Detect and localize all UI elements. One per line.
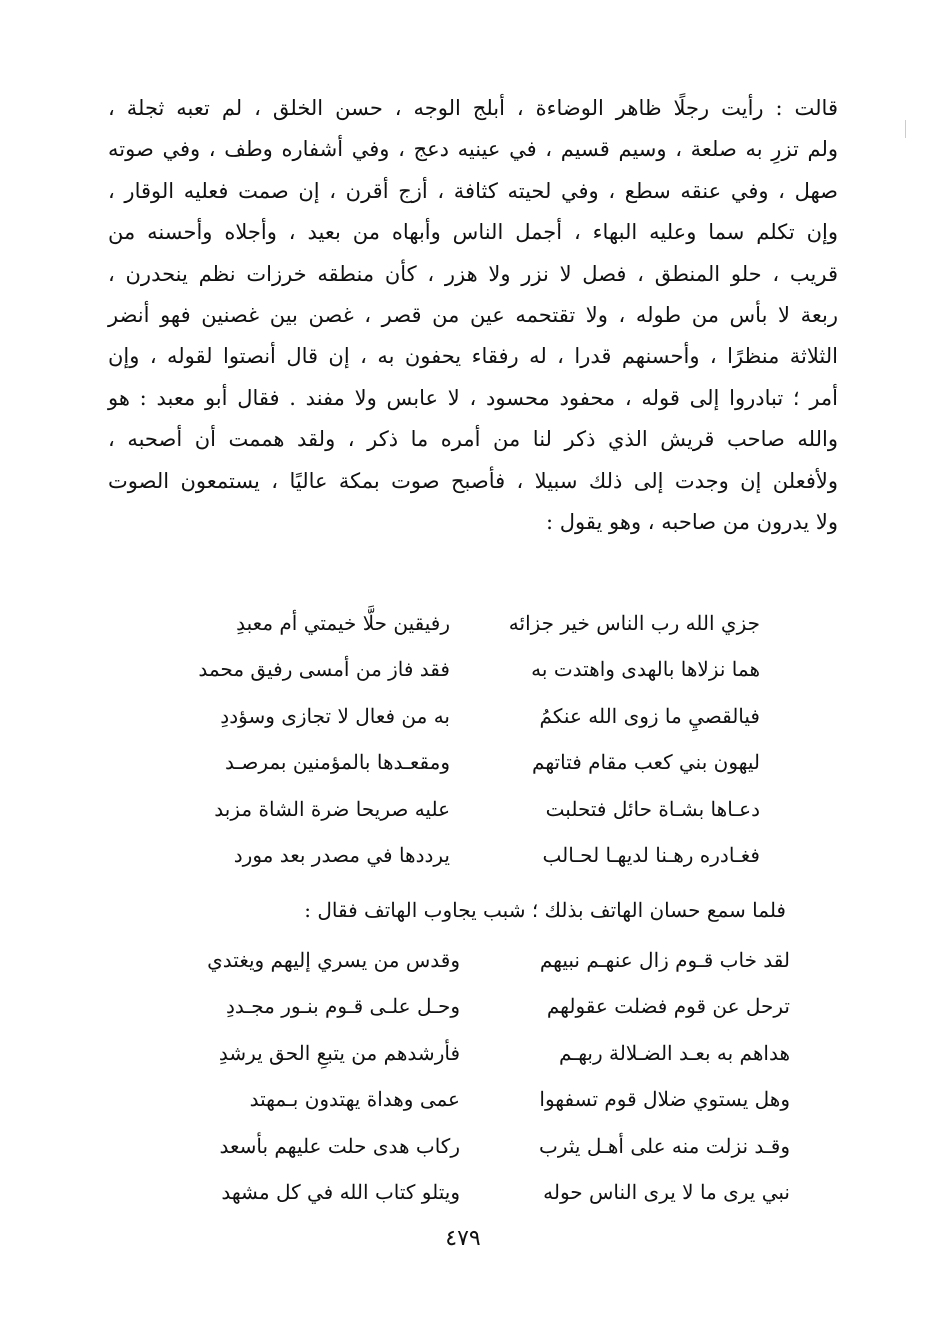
poem-intro: فلما سمع حسان الهاتف بذلك ؛ شبب يجاوب الهاتف فقال : [304, 898, 786, 922]
page-number: ٤٧٩ [445, 1226, 481, 1251]
verse [180, 600, 760, 646]
prose-paragraph [108, 88, 838, 543]
verse [180, 786, 760, 832]
verse-first-hemistich: لقد خاب قـوم زال عنهـم نبيهم [539, 948, 790, 972]
verse-first-hemistich: وهل يستوي ضلال قوم تسفهوا [539, 1087, 790, 1112]
prose-line: قريب ، حلو المنطق ، فصل لا نزر ولا هزر ، كأن منطقه خرزات نظم ينحدرن ، [108, 261, 838, 286]
prose-line: والله صاحب قريش الذي ذكر لنا من أمره ما ذكر ، ولقد هممت أن أصحبه ، [108, 427, 838, 452]
verse [180, 739, 760, 785]
verse-second-hemistich: عليه صريحا ضرة الشاة مزبد [214, 796, 450, 821]
poem-first [180, 600, 760, 878]
verse-second-hemistich: فأرشدهم من يتبعِ الحق يرشدِ [218, 1040, 460, 1065]
prose-line: أمر ؛ تبادروا إلى قوله ، محفود محسود ، لا عابس ولا مفند . فقال أبو معبد : هو [108, 385, 838, 410]
prose-line: وإن تكلم سما وعليه البهاء ، أجمل الناس وأبهاه من بعيد ، وأجلاه وأحسنه من [108, 220, 838, 245]
prose-line: الثلاثة منظرًا ، وأحسنهم قدرا ، له رفقاء يحفون به ، إن قال أنصتوا لقوله ، وإن [108, 344, 838, 369]
verse-second-hemistich: عمى وهداة يهتدون بـمهتد [249, 1087, 460, 1112]
prose-line: ولأفعلن إن وجدت إلى ذلك سبيلا ، فأصبح صوت بمكة عاليًا ، يستمعون الصوت [108, 468, 838, 493]
verse-second-hemistich: وحـل علـى قـوم بنـور مجـددِ [225, 994, 460, 1019]
prose-line: ربعة لا بأس من طوله ، ولا تقتحمه عين من قصر ، غصن بين غصنين فهو أنضر [108, 303, 838, 328]
verse [180, 832, 760, 878]
verse-first-hemistich: دعـاها بشـاة حائل فتحلبت [545, 796, 760, 821]
poem-second [160, 937, 790, 1215]
verse-first-hemistich: فيالقصيِ ما زوى الله عنكمُ [539, 703, 760, 728]
verse-first-hemistich: ترحل عن قوم فضلت عقولهم [546, 994, 790, 1019]
verse [180, 693, 760, 739]
verse [160, 983, 790, 1029]
prose-line: قالت : رأيت رجلًا ظاهر الوضاءة ، أبلج الوجه ، حسن الخلق ، لم تعبه ثجلة ، [108, 96, 838, 120]
verse-second-hemistich: رفيقين حلَّا خيمتي أم معبدِ [236, 611, 450, 635]
verse-second-hemistich: يرددها في مصدر بعد مورد [233, 842, 450, 867]
verse-second-hemistich: وقدس من يسري إليهم ويغتدي [207, 948, 460, 972]
verse-first-hemistich: ليهون بني كعب مقام فتاتهم [532, 750, 760, 775]
prose-line: صهل ، وفي عنقه سطع ، وفي لحيته كثافة ، أزج أقرن ، إن صمت فعليه الوقار ، [108, 178, 838, 203]
verse-first-hemistich: نبي يرى ما لا يرى الناس حوله [543, 1179, 790, 1204]
prose-line: ولم تزرِ به صلعة ، وسيم قسيم ، في عينيه دعج ، وفي أشفاره وطف ، وفي صوته [108, 137, 838, 162]
verse-first-hemistich: فغـادره رهـنا لديهـا لحـالب [542, 842, 760, 867]
verse-first-hemistich: جزي الله رب الناس خير جزائه [508, 611, 760, 635]
verse [160, 1169, 790, 1215]
verse-second-hemistich: ويتلو كتاب الله في كل مشهد [221, 1179, 460, 1204]
verse-second-hemistich: به من فعال لا تجازى وسؤددِ [220, 703, 450, 728]
verse [160, 937, 790, 983]
verse [160, 1030, 790, 1076]
verse [160, 1076, 790, 1122]
verse-second-hemistich: ومقعـدها بالمؤمنين بمرصـد [224, 750, 450, 775]
prose-line: ولا يدرون من صاحبه ، وهو يقول : [546, 510, 838, 535]
verse-second-hemistich: ركاب هدى حلت عليهم بأسعد [219, 1133, 460, 1158]
verse-second-hemistich: فقد فاز من أمسى رفيق محمد [198, 657, 450, 682]
margin-mark [905, 120, 906, 138]
verse-first-hemistich: هداهم به بعـد الضـلالة ربهـم [559, 1040, 790, 1065]
verse-first-hemistich: وقـد نزلت منه على أهـل يثرب [539, 1133, 790, 1158]
verse [180, 646, 760, 692]
verse-first-hemistich: هما نزلاها بالهدى واهتدت به [531, 657, 760, 682]
verse [160, 1123, 790, 1169]
